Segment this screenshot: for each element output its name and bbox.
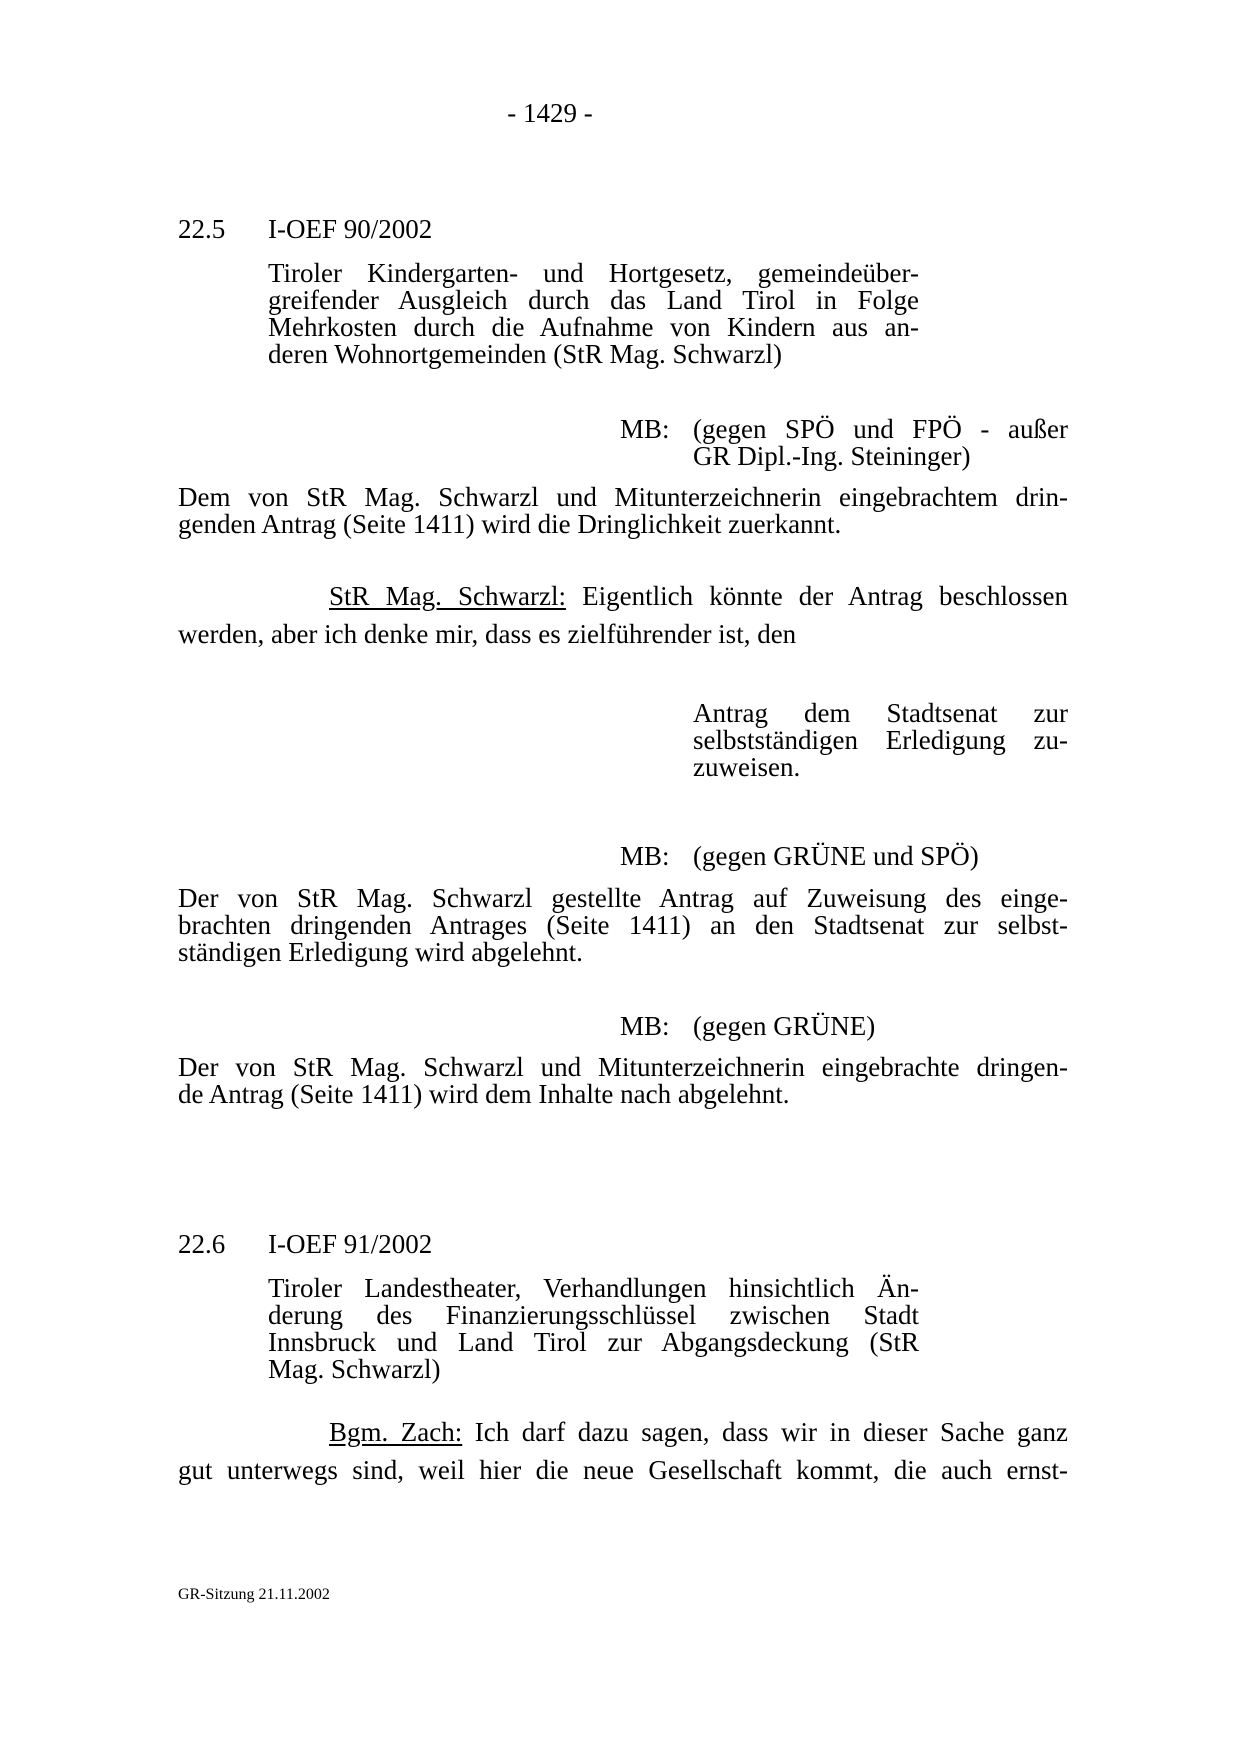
description-line: deren Wohnortgemeinden (StR Mag. Schwarzl) [268,339,782,369]
vote-text: (gegen GRÜNE) [693,1011,876,1041]
resolution-line: Der von StR Mag. Schwarzl und Mitunterzeichnerin eingebrachte dringen- [178,1052,1068,1082]
resolution-line: Der von StR Mag. Schwarzl gestellte Antrag auf Zuweisung des einge- [178,883,1068,913]
vote-label: MB: [620,841,670,871]
page-number: - 1429 - [507,98,593,128]
description-line: Tiroler Kindergarten- und Hortgesetz, gemeindeüber- [268,258,919,288]
speech-line: gut unterwegs sind, weil hier die neue Gesellschaft kommt, die auch ernst- [178,1455,1068,1485]
vote-text-line: GR Dipl.-Ing. Steininger) [693,441,971,471]
motion-text [693,700,1068,781]
description-line: greifender Ausgleich durch das Land Tirol in Folge [268,285,919,315]
motion-line: Antrag dem Stadtsenat zur [693,698,1068,728]
resolution-line: genden Antrag (Seite 1411) wird die Dringlichkeit zuerkannt. [178,509,842,539]
resolution-line: brachten dringenden Antrages (Seite 1411) an den Stadtsenat zur selbst- [178,910,1068,940]
speech-line: werden, aber ich denke mir, dass es zielführender ist, den [178,619,797,649]
speech-line [329,1419,1068,1446]
description-line: derung des Finanzierungsschlüssel zwischen Stadt [268,1300,919,1330]
section-description [268,260,919,368]
vote-label: MB: [620,1011,670,1041]
vote-text: (gegen GRÜNE und SPÖ) [693,841,979,871]
speaker-name: Bgm. Zach: [329,1417,463,1447]
description-line: Tiroler Landestheater, Verhandlungen hinsichtlich Än- [268,1273,919,1303]
section-reference: I-OEF 90/2002 [268,214,433,244]
motion-line: zuweisen. [693,752,801,782]
vote-text [693,416,1068,470]
resolution [178,484,1068,538]
resolution [178,1054,1068,1108]
speaker-name: StR Mag. Schwarzl: [329,581,566,611]
section-reference: I-OEF 91/2002 [268,1229,433,1259]
resolution-line: ständigen Erledigung wird abgelehnt. [178,937,583,967]
vote-text-line: (gegen SPÖ und FPÖ - außer [693,414,1068,444]
speech-line [329,583,1068,610]
resolution [178,885,1068,966]
section-number: 22.6 [178,1229,226,1259]
vote-label: MB: [620,414,670,444]
speech-text: Eigentlich könnte der Antrag beschlossen [565,581,1068,611]
section-number: 22.5 [178,214,226,244]
resolution-line: de Antrag (Seite 1411) wird dem Inhalte nach abgelehnt. [178,1079,790,1109]
resolution-line: Dem von StR Mag. Schwarzl und Mitunterzeichnerin eingebrachtem drin- [178,482,1068,512]
description-line: Mag. Schwarzl) [268,1354,441,1384]
section-description [268,1275,919,1383]
speech-text: Ich darf dazu sagen, dass wir in dieser Sache ganz [462,1417,1068,1447]
footer: GR-Sitzung 21.11.2002 [178,1586,330,1603]
description-line: Mehrkosten durch die Aufnahme von Kindern aus an- [268,312,919,342]
motion-line: selbstständigen Erledigung zu- [693,725,1068,755]
description-line: Innsbruck und Land Tirol zur Abgangsdeckung (StR [268,1327,919,1357]
